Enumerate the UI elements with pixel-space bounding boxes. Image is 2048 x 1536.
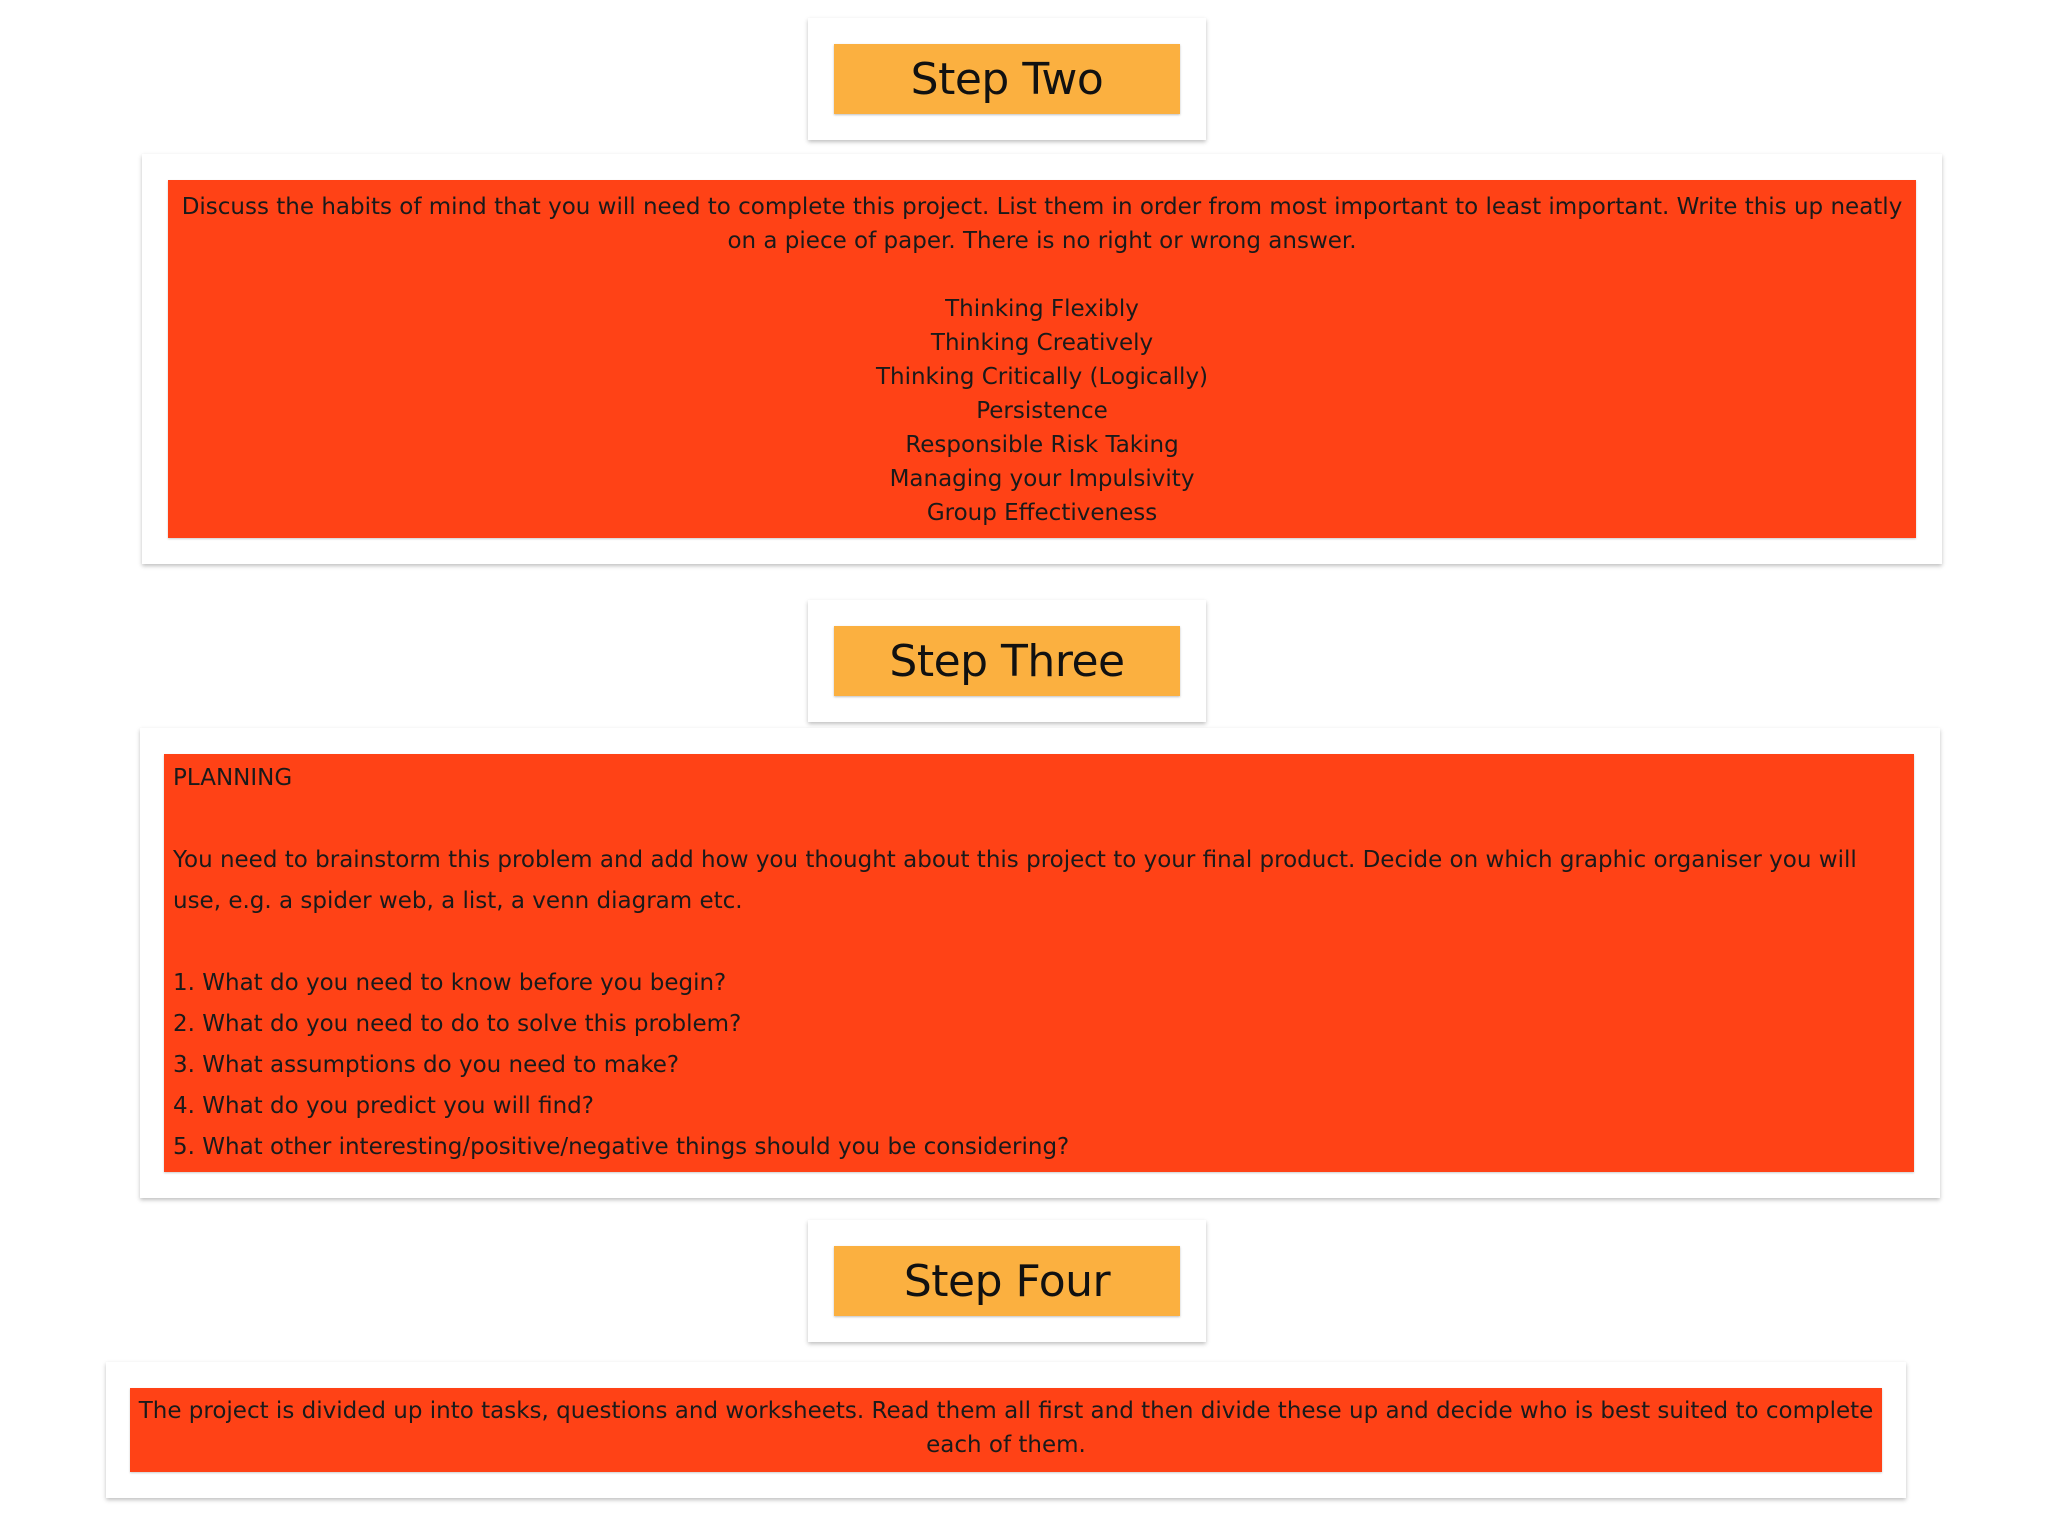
step-two-intro: Discuss the habits of mind that you will need to complete this project. List them in order from most important to least important. Write this up neatly on a piece of paper. There is no right or wrong answer. <box>181 194 1903 254</box>
step-two-title: Step Two <box>834 44 1180 114</box>
habit-item: Thinking Critically (Logically) <box>875 364 1209 390</box>
planning-questions-list <box>173 963 1905 1168</box>
step-two-header-frame <box>808 18 1206 140</box>
step-two-content-frame <box>142 154 1942 564</box>
step-four-header-frame <box>808 1220 1206 1342</box>
habit-item: Responsible Risk Taking <box>905 432 1179 458</box>
step-four-title: Step Four <box>834 1246 1180 1316</box>
step-three-title: Step Three <box>834 626 1180 696</box>
question-item: 4. What do you predict you will find? <box>173 1093 594 1119</box>
question-item: 1. What do you need to know before you begin? <box>173 970 727 996</box>
step-three-content-frame <box>140 728 1940 1198</box>
step-three-content-box <box>164 754 1914 1172</box>
habit-item: Persistence <box>976 398 1108 424</box>
step-four-content-frame <box>106 1362 1906 1498</box>
step-two-content-box <box>168 180 1916 538</box>
step-four-content-box <box>130 1388 1882 1472</box>
habit-item: Thinking Creatively <box>930 330 1154 356</box>
step-three-intro: You need to brainstorm this problem and add how you thought about this project to your final product. Decide on which graphic organiser you will use, e.g. a spider web, a list, a venn diagram etc. <box>173 847 1857 914</box>
question-item: 5. What other interesting/positive/negative things should you be considering? <box>173 1134 1070 1160</box>
question-item: 2. What do you need to do to solve this problem? <box>173 1011 742 1037</box>
question-item: 3. What assumptions do you need to make? <box>173 1052 680 1078</box>
step-four-text: The project is divided up into tasks, questions and worksheets. Read them all first and then divide these up and decide who is best suited to complete each of them. <box>138 1398 1874 1458</box>
planning-heading: PLANNING <box>173 765 293 791</box>
habits-list <box>176 292 1908 530</box>
step-three-header-frame <box>808 600 1206 722</box>
habit-item: Managing your Impulsivity <box>889 466 1195 492</box>
habit-item: Group Effectiveness <box>926 500 1158 526</box>
habit-item: Thinking Flexibly <box>945 296 1139 322</box>
